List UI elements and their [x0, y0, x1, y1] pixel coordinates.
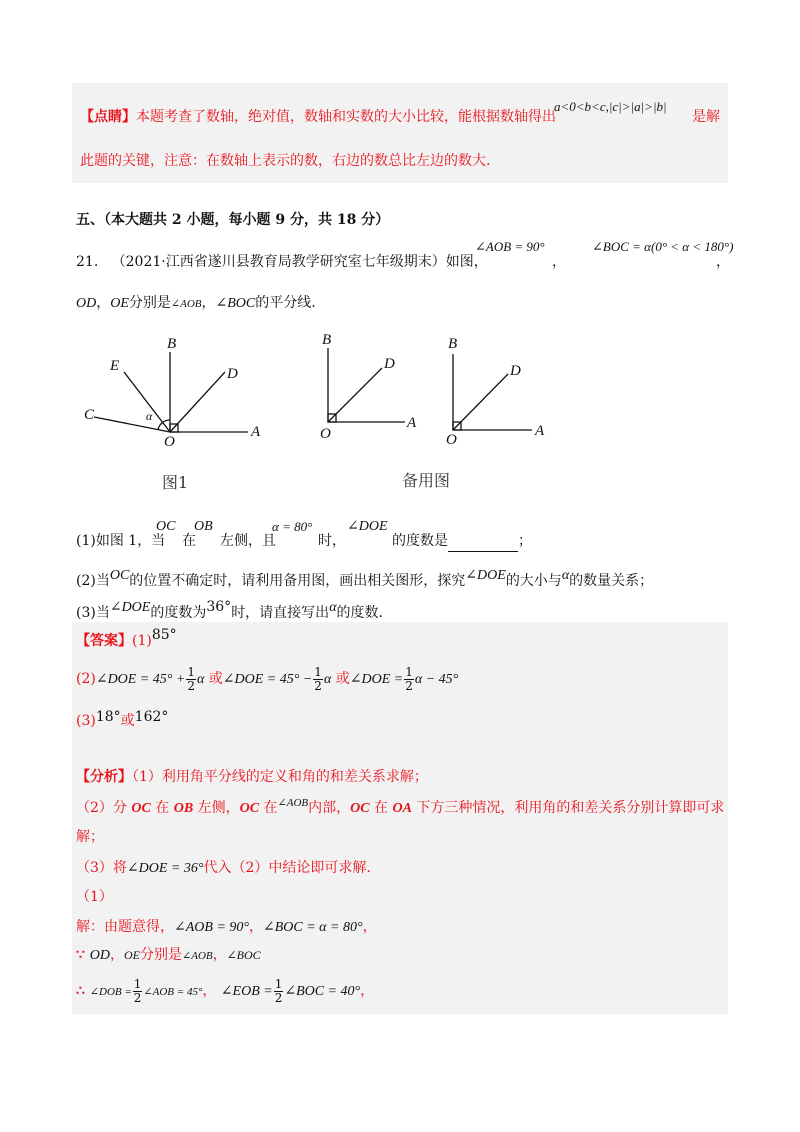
spare2-label-b: B [448, 336, 458, 352]
spare2-label-o: O [446, 432, 457, 448]
spare1-label-a: A [407, 415, 417, 431]
fig1-label-alpha: α [146, 409, 153, 423]
fig1-ray-oe [124, 372, 170, 432]
given-sep: ， [552, 254, 566, 270]
figure-diagrams [80, 330, 560, 500]
comment-line-1-end: 是解 [692, 109, 720, 125]
analysis-line-5: 解：由题意得，∠AOB = 90°，∠BOC = α = 80°， [76, 919, 377, 935]
q1-doe: ∠DOE [347, 519, 388, 534]
given-sep-2: ， [716, 254, 730, 270]
q1-text-b: 在 [182, 533, 196, 549]
problem-line-2: OD，OE分别是∠AOB，∠BOC的平分线. [76, 295, 316, 311]
q1-text-c: 左侧，且 [220, 533, 276, 549]
fig1-caption: 图1 [162, 473, 189, 492]
fig1-label-d: D [227, 366, 238, 382]
analysis-line-6: ∵ OD，OE分别是∠AOB，∠BOC [76, 947, 261, 963]
analysis-line-2: （2）分 OC 在 OB 左侧，OC 在$^{\angle AOB}$内部，OC 在 OA 下方三种情况，利用角的和差关系分别计算即可求 [76, 797, 725, 816]
section-title: 五、（本大题共 2 小题，每小题 9 分，共 18 分） [76, 212, 390, 228]
answer-blank[interactable] [448, 537, 518, 552]
spare1-label-b: B [322, 332, 332, 348]
analysis-line-3: （3）将∠DOE = 36°代入（2）中结论即可求解. [76, 860, 371, 876]
answer-line-2: (2)∠DOE = 45° + $\frac{1}{2}$ α 或∠DOE = 45° − $\frac{1}{2}$ α 或∠DOE = $\frac{1}{2}$ α − 45° [76, 664, 459, 693]
analysis-line-1: 【分析】（1）利用角平分线的定义和角的和差关系求解； [76, 769, 428, 785]
q1-alpha: α = 80° [272, 519, 313, 534]
comment-line-2: 此题的关键，注意：在数轴上表示的数，右边的数总比左边的数大. [80, 153, 491, 169]
question-3: (3)当∠DOE的度数为36°时，请直接写出α的度数. [76, 599, 383, 621]
q1-text-d: 时， [318, 533, 346, 549]
answer-line-3: (3)18°或162° [76, 709, 169, 729]
fig1-label-c: C [84, 407, 95, 423]
q1-text-e: 的度数是 ； [392, 530, 532, 552]
spare2-label-d: D [510, 363, 521, 379]
given-aob: ∠AOB = 90° [475, 239, 545, 254]
spare1-label-d: D [384, 356, 395, 372]
analysis-line-2b: 解； [76, 829, 104, 845]
question-1: (1)如图 1，当 [76, 533, 166, 549]
analysis-line-7: ∴ ∠DOB = $\frac{1}{2}$ ∠AOB = 45°， ∠EOB = $\frac{1}{2}$ ∠BOC = 40°， [76, 976, 375, 1005]
fig1-label-a: A [251, 424, 261, 440]
q1-oc: OC [156, 519, 176, 534]
question-2: (2)当OC的位置不确定时，请利用备用图，画出相关图形，探究∠DOE的大小与α的数量关系； [76, 568, 654, 589]
fig1-label-e: E [110, 358, 120, 374]
problem-line-1: 21. （2021·江西省遂川县教育局教学研究室七年级期末）如图， [76, 254, 488, 270]
spare-caption: 备用图 [402, 471, 451, 490]
spare1-label-o: O [320, 426, 331, 442]
fig1-label-b: B [167, 336, 177, 352]
answer-line-1: 【答案】(1)85° [76, 627, 177, 649]
comment-formula: a<0<b<c,|c|>|a|>|b| [554, 99, 667, 114]
spare2-label-a: A [535, 423, 545, 439]
q1-ob: OB [194, 519, 213, 534]
fig1-ray-od [170, 372, 225, 432]
analysis-line-4: （1） [76, 889, 113, 905]
comment-line-1: 【点睛】本题考查了数轴，绝对值，数轴和实数的大小比较，能根据数轴得出 [80, 109, 556, 125]
given-boc: ∠BOC = α(0° < α < 180°) [592, 239, 734, 254]
fig1-label-o: O [164, 434, 175, 450]
